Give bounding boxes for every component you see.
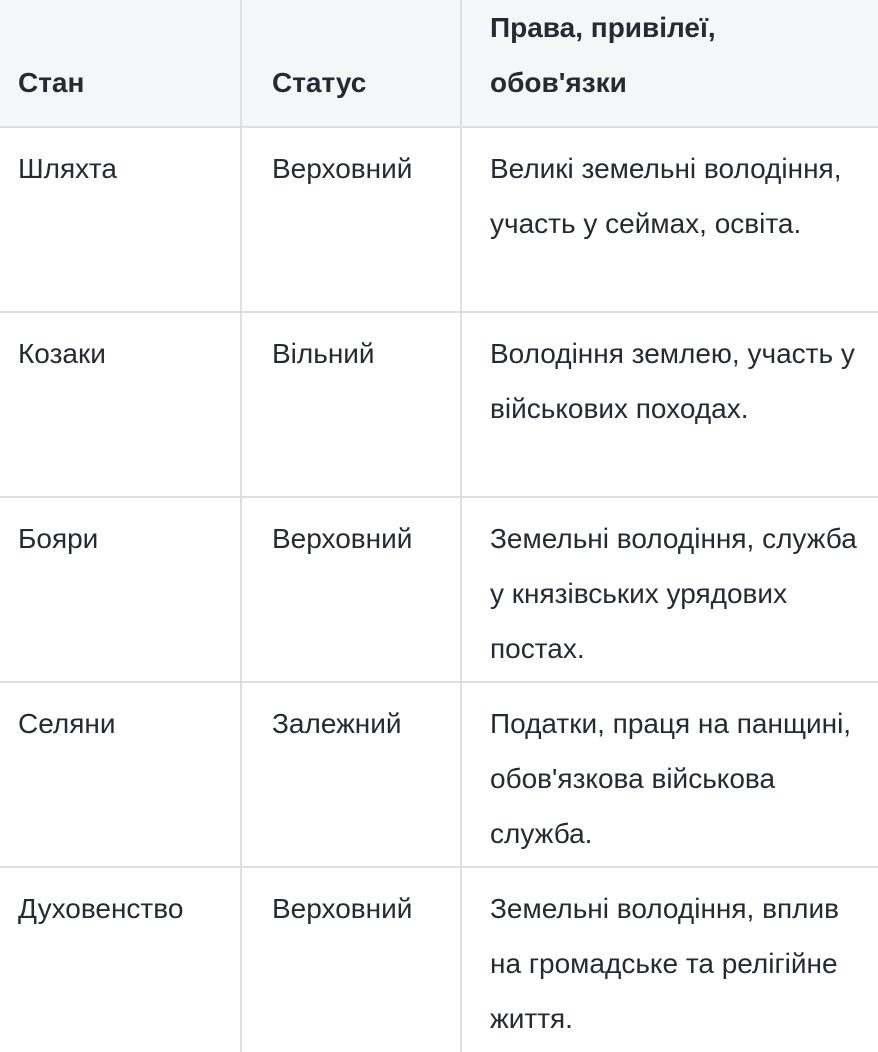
header-rights: Права, привілеї, обов'язки bbox=[461, 0, 878, 127]
cell-status: Верховний bbox=[241, 497, 461, 682]
cell-estate: Бояри bbox=[0, 497, 241, 682]
table-row bbox=[0, 497, 878, 682]
table-body bbox=[0, 127, 878, 1052]
header-estate: Стан bbox=[0, 0, 241, 127]
cell-rights: Земельні володіння, вплив на громадське та релігійне життя. bbox=[461, 867, 878, 1052]
cell-rights: Податки, праця на панщині, обов'язкова військова служба. bbox=[461, 682, 878, 867]
cell-status: Залежний bbox=[241, 682, 461, 867]
table-row bbox=[0, 127, 878, 312]
cell-rights: Земельні володіння, служба у князівських урядових постах. bbox=[461, 497, 878, 682]
cell-rights: Великі земельні володіння, участь у сеймах, освіта. bbox=[461, 127, 878, 312]
table-row bbox=[0, 867, 878, 1052]
cell-status: Верховний bbox=[241, 127, 461, 312]
cell-rights: Володіння землею, участь у військових походах. bbox=[461, 312, 878, 497]
cell-estate: Селяни bbox=[0, 682, 241, 867]
cell-status: Вільний bbox=[241, 312, 461, 497]
header-row bbox=[0, 0, 878, 127]
cell-estate: Духовенство bbox=[18, 893, 184, 924]
table-row bbox=[0, 312, 878, 497]
cell-estate: Козаки bbox=[0, 312, 241, 497]
table-header bbox=[0, 0, 878, 127]
cell-estate: Шляхта bbox=[0, 127, 241, 312]
table-row bbox=[0, 682, 878, 867]
header-status: Статус bbox=[241, 0, 461, 127]
cell-status: Верховний bbox=[241, 867, 461, 1052]
